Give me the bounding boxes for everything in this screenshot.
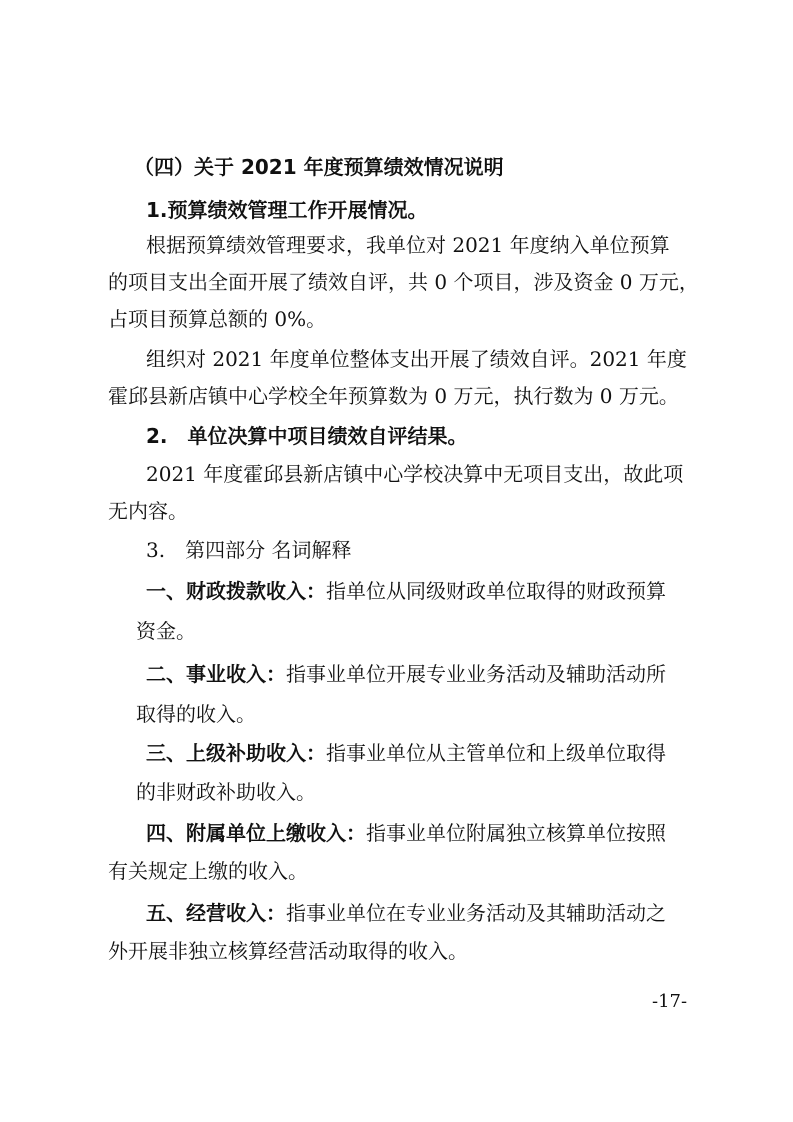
term-4-definition: 指事业单位附属独立核算单位按照: [366, 821, 666, 845]
paragraph-1-line-3: 占项目预算总额的 0%。: [108, 307, 327, 331]
paragraph-3-line-2: 无内容。: [108, 499, 188, 523]
term-3-line-1: [146, 740, 666, 766]
term-3-definition: 指事业单位从主管单位和上级单位取得: [326, 741, 666, 765]
part-four-title: 3. 第四部分 名词解释: [146, 538, 352, 562]
term-2-line-2: 取得的收入。: [136, 702, 256, 726]
term-1-line-1: [146, 578, 666, 604]
section-heading: （四）关于 2021 年度预算绩效情况说明: [134, 155, 504, 179]
term-1-label: 一、财政拨款收入：: [146, 579, 326, 603]
paragraph-1-line-2: 的项目支出全面开展了绩效自评，共 0 个项目，涉及资金 0 万元，: [108, 270, 699, 294]
term-5-label: 五、经营收入：: [146, 901, 286, 925]
term-5-definition: 指事业单位在专业业务活动及其辅助活动之: [286, 901, 666, 925]
term-5-line-2: 外开展非独立核算经营活动取得的收入。: [108, 939, 468, 963]
term-4-line-2: 有关规定上缴的收入。: [108, 859, 308, 883]
paragraph-3-line-1: 2021 年度霍邱县新店镇中心学校决算中无项目支出，故此项: [146, 462, 684, 486]
subsection-title-1: 1.预算绩效管理工作开展情况。: [146, 198, 428, 222]
paragraph-1-line-1: 根据预算绩效管理要求，我单位对 2021 年度纳入单位预算: [146, 233, 670, 257]
subsection-title-2: 2. 单位决算中项目绩效自评结果。: [146, 424, 468, 448]
paragraph-2-line-1: 组织对 2021 年度单位整体支出开展了绩效自评。2021 年度: [146, 347, 687, 371]
term-2-label: 二、事业收入：: [146, 662, 286, 686]
term-4-line-1: [146, 820, 666, 846]
term-1-line-2: 资金。: [136, 619, 196, 643]
page-number: -17-: [652, 991, 688, 1012]
term-2-definition: 指事业单位开展专业业务活动及辅助活动所: [286, 662, 666, 686]
term-4-label: 四、附属单位上缴收入：: [146, 821, 366, 845]
paragraph-2-line-2: 霍邱县新店镇中心学校全年预算数为 0 万元，执行数为 0 万元。: [108, 384, 679, 408]
term-3-label: 三、上级补助收入：: [146, 741, 326, 765]
term-2-line-1: [146, 661, 666, 687]
term-5-line-1: [146, 900, 666, 926]
term-3-line-2: 的非财政补助收入。: [136, 780, 316, 804]
term-1-definition: 指单位从同级财政单位取得的财政预算: [326, 579, 666, 603]
